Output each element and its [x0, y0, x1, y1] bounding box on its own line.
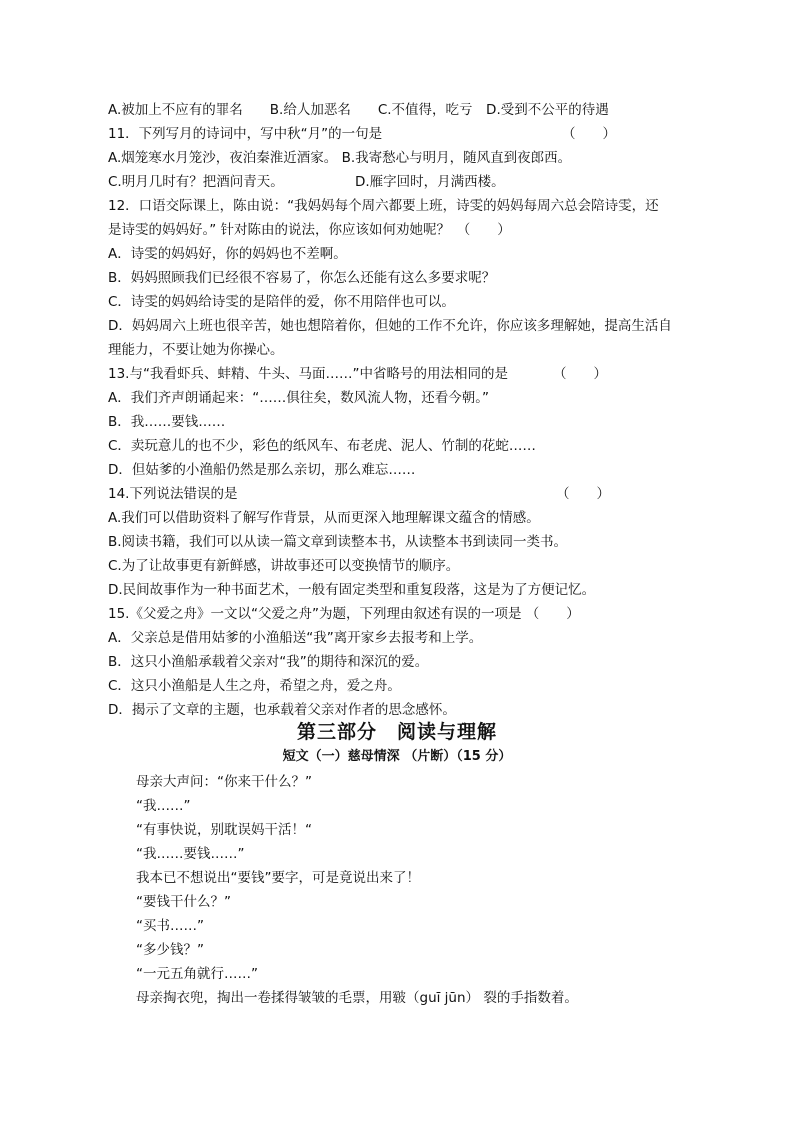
q14-option-c: C.为了让故事更有新鲜感，讲故事还可以变换情节的顺序。 — [108, 558, 460, 574]
passage-paragraph: “要钱干什么？” — [136, 894, 231, 910]
q14-answer-paren: （ ） — [556, 486, 610, 502]
q14-option-d: D.民间故事作为一种书面艺术，一般有固定类型和重复段落，这是为了方便记忆。 — [108, 582, 596, 598]
passage-paragraph: “一元五角就行……” — [136, 966, 258, 982]
q12-option-c: C．诗雯的妈妈给诗雯的是陪伴的爱，你不用陪伴也可以。 — [108, 294, 455, 310]
q13-option-b: B．我……要钱…… — [108, 414, 226, 430]
q14-option-a: A.我们可以借助资料了解写作背景，从而更深入地理解课文蕴含的情感。 — [108, 510, 540, 526]
passage-paragraph: “买书……” — [136, 918, 204, 934]
q10-options: A.被加上不应有的罪名 B.给人加恶名 C.不值得，吃亏 D.受到不公平的待遇 — [108, 102, 609, 118]
section-title: 第三部分 阅读与理解 — [296, 721, 497, 743]
passage-paragraph: 母亲大声问：“你来干什么？” — [136, 774, 312, 790]
q13-option-a: A．我们齐声朗诵起来：“……俱往矣，数风流人物，还看今朝。” — [108, 390, 489, 406]
q12-option-d-line1: D．妈妈周六上班也很辛苦，她也想陪着你，但她的工作不允许，你应该多理解她，提高生活自 — [108, 318, 672, 334]
q11-options-ab: A.烟笼寒水月笼沙，夜泊秦淮近酒家。 B.我寄愁心与明月，随风直到夜郎西。 — [108, 150, 572, 166]
q15-stem: 15.《父爱之舟》一文以“父爱之舟”为题，下列理由叙述有误的一项是 （ ） — [108, 606, 580, 622]
passage-paragraph: “有事快说，别耽误妈干活！“ — [136, 822, 312, 838]
q12-option-b: B．妈妈照顾我们已经很不容易了，你怎么还能有这么多要求呢？ — [108, 270, 496, 286]
q14-option-b: B.阅读书籍，我们可以从读一篇文章到读整本书，从读整本书到读同一类书。 — [108, 534, 568, 550]
q13-option-c: C．卖玩意儿的也不少，彩色的纸风车、布老虎、泥人、竹制的花蛇…… — [108, 438, 536, 454]
passage-paragraph: “多少钱？” — [136, 942, 204, 958]
q15-option-a: A．父亲总是借用姑爹的小渔船送“我”离开家乡去报考和上学。 — [108, 630, 483, 646]
q13-answer-paren: （ ） — [553, 366, 607, 382]
q13-option-d: D．但姑爹的小渔船仍然是那么亲切，那么难忘…… — [108, 462, 416, 478]
passage-paragraph: 母亲掏衣兜，掏出一卷揉得皱皱的毛票，用皲（guī jūn） 裂的手指数着。 — [136, 990, 578, 1006]
passage-paragraph: “我……” — [136, 798, 191, 814]
q11-answer-paren: （ ） — [562, 126, 616, 142]
passage-paragraph: 我本已不想说出“要钱”要字，可是竟说出来了！ — [136, 870, 420, 886]
q12-stem-line1: 12．口语交际课上，陈由说：“我妈妈每个周六都要上班，诗雯的妈妈每周六总会陪诗雯，还 — [108, 198, 659, 214]
q11-option-d: D.雁字回时，月满西楼。 — [355, 174, 505, 190]
q12-option-a: A．诗雯的妈妈好，你的妈妈也不差啊。 — [108, 246, 347, 262]
passage-title: 短文（一）慈母情深 （片断）（15 分） — [282, 749, 512, 764]
q12-option-d-line2: 理能力，不要让她为你操心。 — [108, 342, 284, 358]
q11-stem: 11．下列写月的诗词中，写中秋“月”的一句是 — [108, 126, 383, 142]
q11-option-c: C.明月几时有？把酒问青天。 — [108, 174, 284, 190]
q12-stem-line2: 是诗雯的妈妈好。” 针对陈由的说法，你应该如何劝她呢？ （ ） — [108, 222, 511, 238]
q15-option-b: B．这只小渔船承载着父亲对“我”的期待和深沉的爱。 — [108, 654, 429, 670]
passage-paragraph: “我……要钱……” — [136, 846, 245, 862]
q15-option-d: D．揭示了文章的主题，也承载着父亲对作者的思念感怀。 — [108, 702, 456, 718]
q15-option-c: C．这只小渔船是人生之舟，希望之舟，爱之舟。 — [108, 678, 401, 694]
q14-stem: 14.下列说法错误的是 — [108, 486, 238, 502]
q13-stem: 13.与“我看虾兵、蚌精、牛头、马面……”中省略号的用法相同的是 — [108, 366, 508, 382]
